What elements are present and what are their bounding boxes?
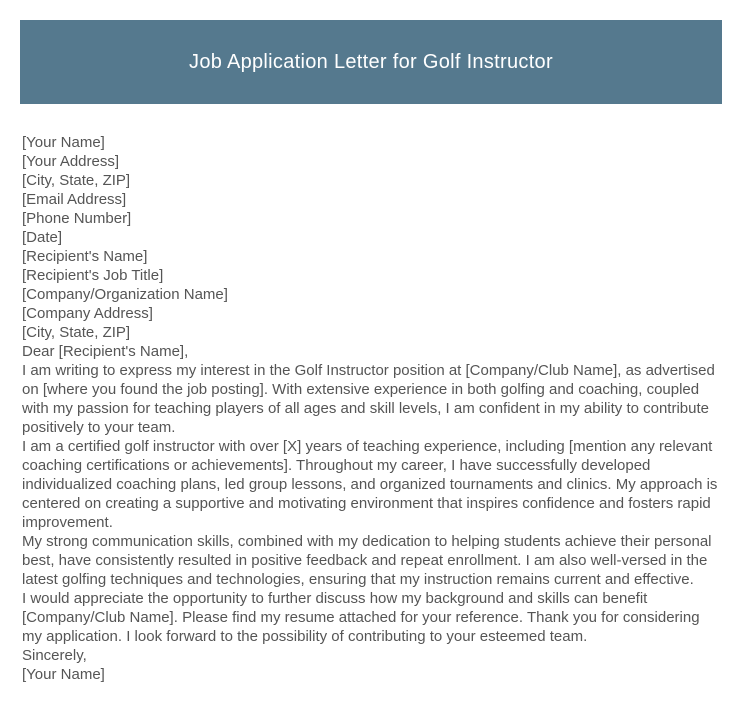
page-title: Job Application Letter for Golf Instructor <box>189 50 553 73</box>
letter-body <box>22 133 722 684</box>
recipient-address-line: [Company Address] <box>22 305 153 322</box>
paragraph-skills: My strong communication skills, combined with my dedication to helping students achieve their personal best, have consistently resulted in positive feedback and repeat enrollment. I am also well-versed in the latest golfing techniques and technologies, ensuring that my instruction remains current and effective. <box>22 533 712 588</box>
sender-city-line: [City, State, ZIP] <box>22 172 131 189</box>
sender-phone-line: [Phone Number] <box>22 210 132 227</box>
date-line: [Date] <box>22 229 63 246</box>
paragraph-experience: I am a certified golf instructor with over [X] years of teaching experience, including [mention any relevant coaching certifications or achievements]. Throughout my career, I have successfully developed individualized coaching plans, led group lessons, and organized tournaments and clinics. My approach is centered on creating a supportive and motivating environment that inspires confidence and fosters rapid improvement. <box>22 438 718 531</box>
sender-name-line: [Your Name] <box>22 134 105 151</box>
paragraph-intro: I am writing to express my interest in the Golf Instructor position at [Company/Club Name], as advertised on [where you found the job posting]. With extensive experience in both golfing and coaching, coupled with my passion for teaching players of all ages and skill levels, I am confident in my ability to contribute positively to your team. <box>22 362 715 436</box>
paragraph-request: I would appreciate the opportunity to further discuss how my background and skills can benefit [Company/Club Name]. Please find my resume attached for your reference. Thank you for considering my application. I look forward to the possibility of contributing to your esteemed team. <box>22 590 700 645</box>
signature: [Your Name] <box>22 666 105 683</box>
recipient-city-line: [City, State, ZIP] <box>22 324 131 341</box>
recipient-title-line: [Recipient's Job Title] <box>22 267 164 284</box>
salutation: Dear [Recipient's Name], <box>22 343 189 360</box>
sender-address-line: [Your Address] <box>22 153 120 170</box>
recipient-company-line: [Company/Organization Name] <box>22 286 228 303</box>
sender-email-line: [Email Address] <box>22 191 127 208</box>
title-banner <box>20 20 722 104</box>
recipient-name-line: [Recipient's Name] <box>22 248 148 265</box>
closing: Sincerely, <box>22 647 87 664</box>
